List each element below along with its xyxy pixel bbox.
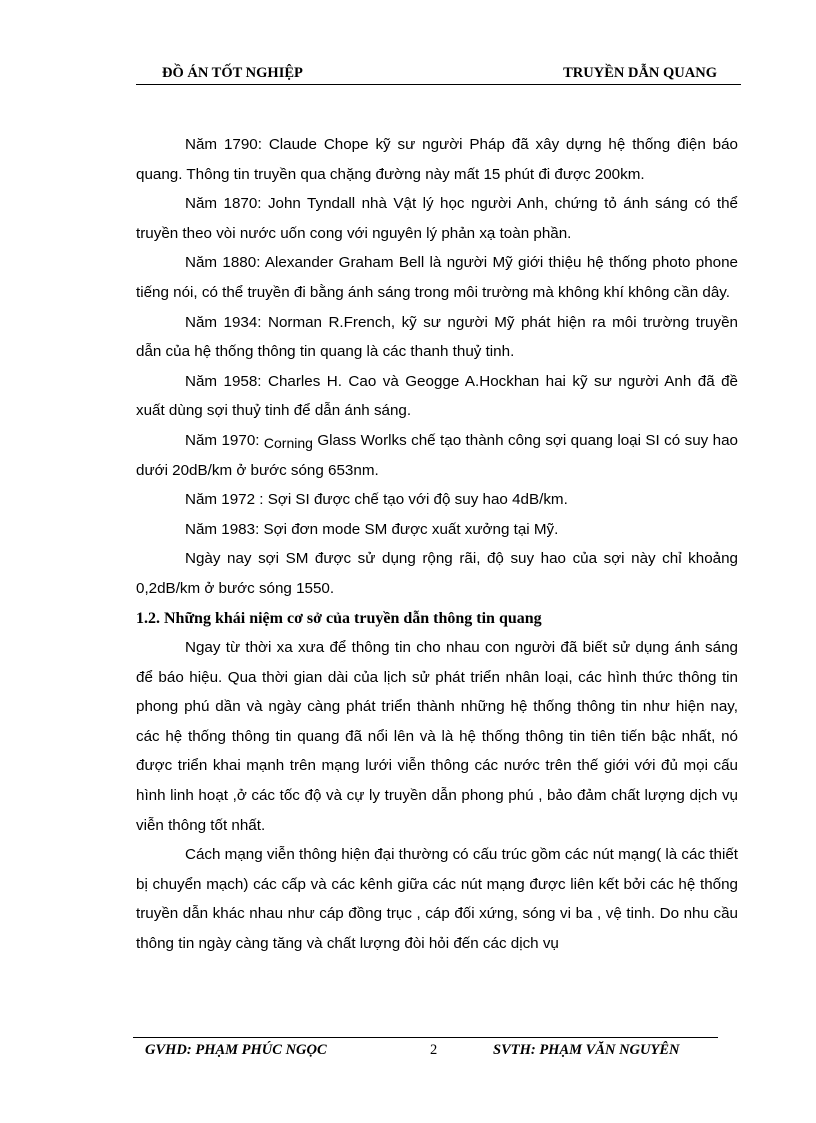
paragraph-1983: Năm 1983: Sợi đơn mode SM được xuất xưởng tại Mỹ. xyxy=(185,520,559,538)
paragraph-today: Ngày nay sợi SM được sử dụng rộng rãi, độ suy hao của sợi này chỉ khoảng 0,2dB/km ở bước sóng 1550. xyxy=(136,550,738,597)
page-header xyxy=(136,62,741,85)
paragraph-intro: Ngay từ thời xa xưa để thông tin cho nhau con người đã biết sử dụng ánh sáng để báo hiệu. Qua thời gian dài của lịch sử phát triển nhân loại, các hình thức thông tin phong phú dần và ngày càng phát triển thành những hệ thống thông tin như hiện nay, các hệ thống thông tin quang đã nổi lên và là hệ thống thông tin tiên tiến bậc nhất, nó được triển khai mạnh trên mạng lưới viễn thông các nước trên thế giới với đủ mọi cấu hình linh hoạt ,ở các tốc độ và cự ly truyền dẫn phong phú , bảo đảm chất lượng dịch vụ viễn thông tốt nhất. xyxy=(136,639,738,834)
footer-supervisor: GVHD: PHẠM PHÚC NGỌC xyxy=(145,1042,327,1058)
paragraph-1790: Năm 1790: Claude Chope kỹ sư người Pháp đã xây dựng hệ thống điện báo quang. Thông tin truyền qua chặng đường này mất 15 phút đi được 200km. xyxy=(136,136,738,183)
p1970-before: Năm 1970: xyxy=(185,431,264,449)
document-body xyxy=(136,130,738,959)
paragraph-network: Cách mạng viễn thông hiện đại thường có cấu trúc gồm các nút mạng( là các thiết bị chuyển mạch) các cấp và các kênh giữa các nút mạng được liên kết bởi các hệ thống truyền dẫn khác nhau như cáp đồng trục , cáp đối xứng, sóng vi ba , vệ tinh. Do nhu cầu thông tin ngày càng tăng và chất lượng đòi hỏi đến các dịch vụ xyxy=(136,846,738,953)
paragraph-1972: Năm 1972 : Sợi SI được chế tạo với độ suy hao 4dB/km. xyxy=(185,491,568,509)
paragraph-1880: Năm 1880: Alexander Graham Bell là người Mỹ giới thiệu hệ thống photo phone tiếng nói, có thể truyền đi bằng ánh sáng trong môi trường mà không khí không cần dây. xyxy=(136,254,738,301)
p1970-after: Glass Worlks chế tạo thành công sợi quang loại SI có suy hao dưới 20dB/km ở bước sóng 653nm. xyxy=(136,431,738,479)
page-footer xyxy=(133,1037,718,1062)
paragraph-1870: Năm 1870: John Tyndall nhà Vật lý học người Anh, chứng tỏ ánh sáng có thể truyền theo vòi nước uốn cong với nguyên lý phản xạ toàn phần. xyxy=(136,195,738,242)
section-heading: 1.2. Những khái niệm cơ sở của truyền dẫn thông tin quang xyxy=(136,609,542,627)
p1970-corning: Corning xyxy=(263,434,313,451)
paragraph-1970 xyxy=(136,426,738,485)
header-title-right: TRUYỀN DẪN QUANG xyxy=(563,65,717,81)
paragraph-1934: Năm 1934: Norman R.French, kỹ sư người Mỹ phát hiện ra môi trường truyền dẫn của hệ thống thông tin quang là các thanh thuỷ tinh. xyxy=(136,313,738,361)
page-number: 2 xyxy=(430,1042,438,1058)
header-title-left: ĐỒ ÁN TỐT NGHIỆP xyxy=(162,65,303,81)
paragraph-1958: Năm 1958: Charles H. Cao và Geogge A.Hockhan hai kỹ sư người Anh đã đề xuất dùng sợi thuỷ tinh để dẫn ánh sáng. xyxy=(136,372,738,420)
footer-student: SVTH: PHẠM VĂN NGUYÊN xyxy=(493,1042,680,1058)
